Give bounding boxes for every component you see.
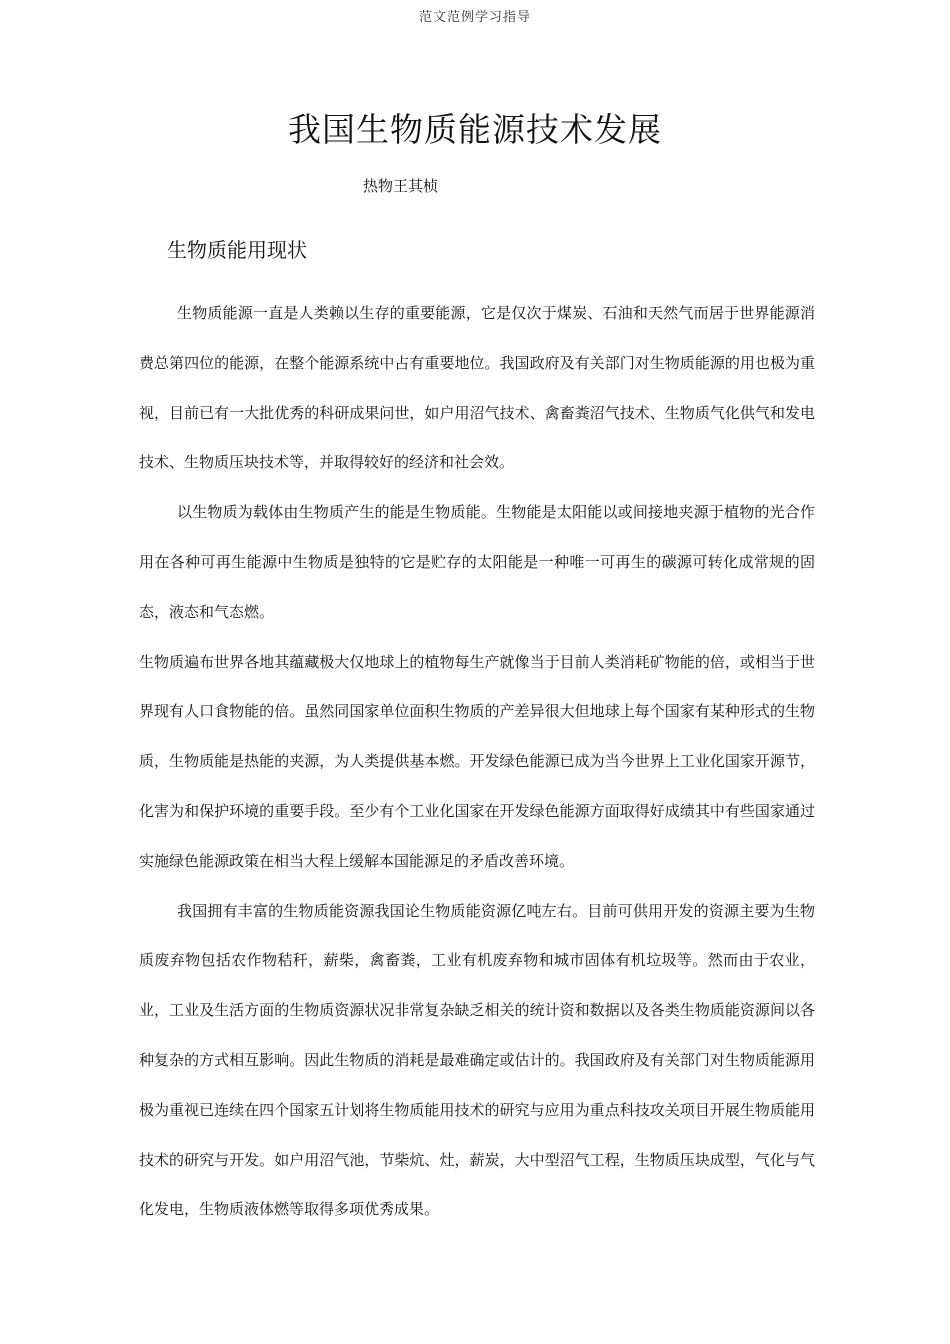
running-header: 范文范例学习指导 bbox=[418, 10, 531, 25]
paragraph-2: 以生物质为载体由生物质产生的能是生物质能。生物能是太阳能以或间接地夹源于植物的光合作用在各种可再生能源中生物质是独特的它是贮存的太阳能是一种唯一可再生的碳源可转化成常规的固态，液态和气态燃。 bbox=[139, 503, 815, 621]
body-text bbox=[139, 289, 815, 1235]
section-heading: 生物质能用现状 bbox=[167, 238, 307, 262]
paragraph-1: 生物质能源一直是人类赖以生存的重要能源，它是仅次于煤炭、石油和天然气而居于世界能源消费总第四位的能源，在整个能源系统中占有重要地位。我国政府及有关部门对生物质能源的用也极为重视，目前已有一大批优秀的科研成果问世，如户用沼气技术、禽畜粪沼气技术、生物质气化供气和发电技术、生物质压块技术等，并取得较好的经济和社会效。 bbox=[139, 304, 815, 472]
document-title: 我国生物质能源技术发展 bbox=[288, 110, 662, 149]
author-line: 热物王其桢 bbox=[363, 177, 439, 195]
paragraph-4: 我国拥有丰富的生物质能资源我国论生物质能资源亿吨左右。目前可供用开发的资源主要为生物质废弃物包括农作物秸秆，薪柴，禽畜粪，工业有机废弃物和城市固体有机垃圾等。然而由于农业，业，工业及生活方面的生物质资源状况非常复杂缺乏相关的统计资和数据以及各类生物质能资源间以各种复杂的方式相互影响。因此生物质的消耗是最难确定或估计的。我国政府及有关部门对生物质能源用极为重视已连续在四个国家五计划将生物质能用技术的研究与应用为重点科技攻关项目开展生物质能用技术的研究与开发。如户用沼气池，节柴炕、灶，薪炭，大中型沼气工程，生物质压块成型，气化与气化发电，生物质液体燃等取得多项优秀成果。 bbox=[139, 901, 815, 1219]
paragraph-3: 生物质遍布世界各地其蕴藏极大仅地球上的植物每生产就像当于目前人类消耗矿物能的倍，或相当于世界现有人口食物能的倍。虽然同国家单位面积生物质的产差异很大但地球上每个国家有某种形式的生物质，生物质能是热能的夹源，为人类提供基本燃。开发绿色能源已成为当今世界上工业化国家开源节，化害为和保护环境的重要手段。至少有个工业化国家在开发绿色能源方面取得好成绩其中有些国家通过实施绿色能源政策在相当大程上缓解本国能源足的矛盾改善环境。 bbox=[139, 652, 815, 870]
